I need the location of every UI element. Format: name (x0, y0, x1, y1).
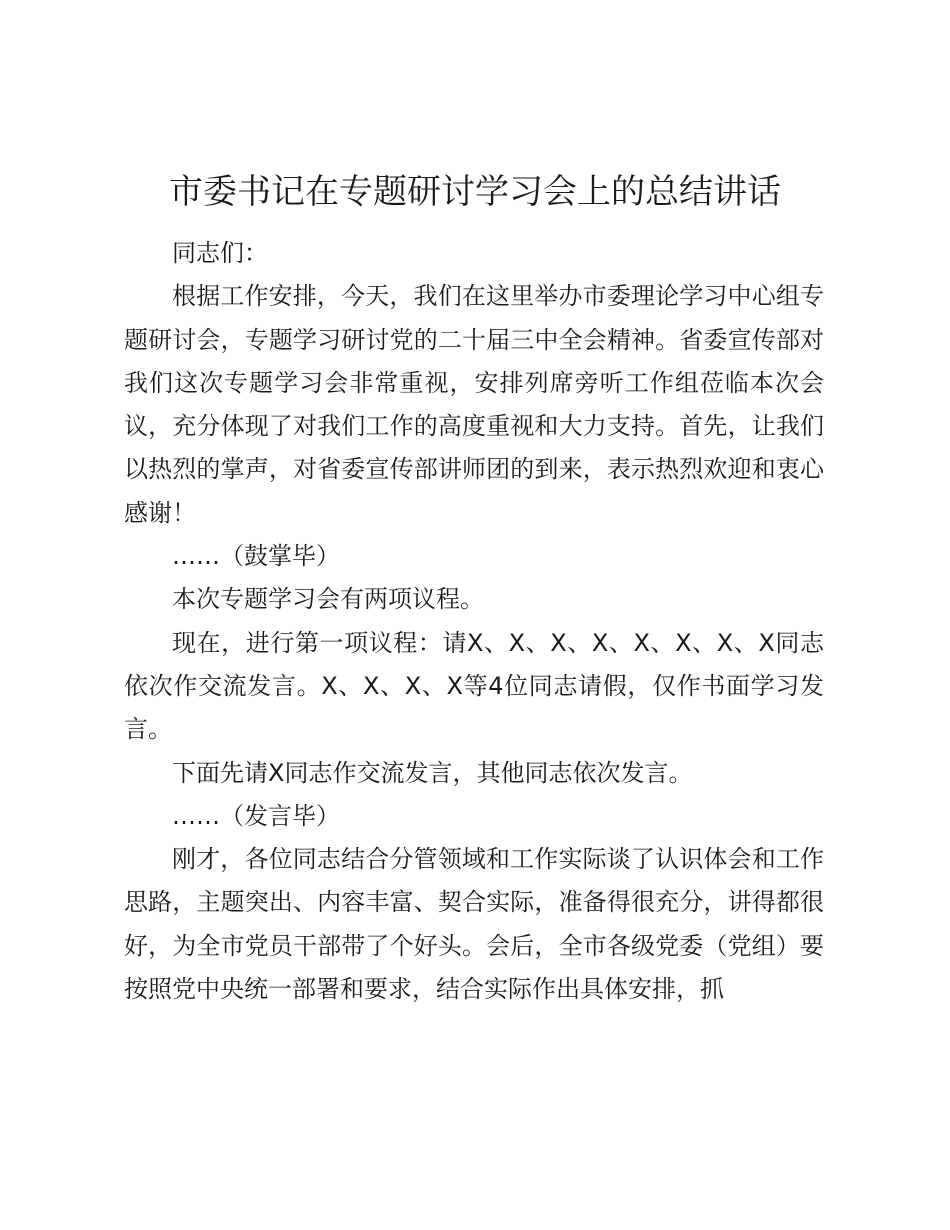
agenda-paragraph: 本次专题学习会有两项议程。 (172, 585, 484, 614)
opening-paragraph: 根据工作安排，今天，我们在这里举办市委理论学习中心组专题研讨会，专题学习研讨党的二十届三中全会精神。省委宣传部对我们这次专题学习会非常重视，安排列席旁听工作组莅临本次会议，充分体现了对我们工作的高度重视和大力支持。首先，让我们以热烈的掌声，对省委宣传部讲师团的到来，表示热烈欢迎和衷心感谢！ (124, 282, 824, 527)
document-body (124, 232, 824, 1011)
document-title: 市委书记在专题研讨学习会上的总结讲话 (169, 172, 781, 212)
speech-end-note: ……（发言毕） (172, 801, 340, 830)
speaker-order-paragraph: 下面先请X同志作交流发言，其他同志依次发言。 (172, 758, 693, 787)
first-agenda-paragraph: 现在，进行第一项议程：请X、X、X、X、X、X、X、X同志依次作交流发言。X、X、X、X等4位同志请假，仅作书面学习发言。 (124, 628, 824, 744)
salutation-paragraph: 同志们： (172, 239, 268, 267)
applause-note: ……（鼓掌毕） (172, 542, 340, 571)
summary-paragraph: 刚才，各位同志结合分管领域和工作实际谈了认识体会和工作思路，主题突出、内容丰富、契合实际，准备得很充分，讲得都很好，为全市党员干部带了个好头。会后，全市各级党委（党组）要按照党中央统一部署和要求，结合实际作出具体安排，抓 (124, 845, 824, 1004)
